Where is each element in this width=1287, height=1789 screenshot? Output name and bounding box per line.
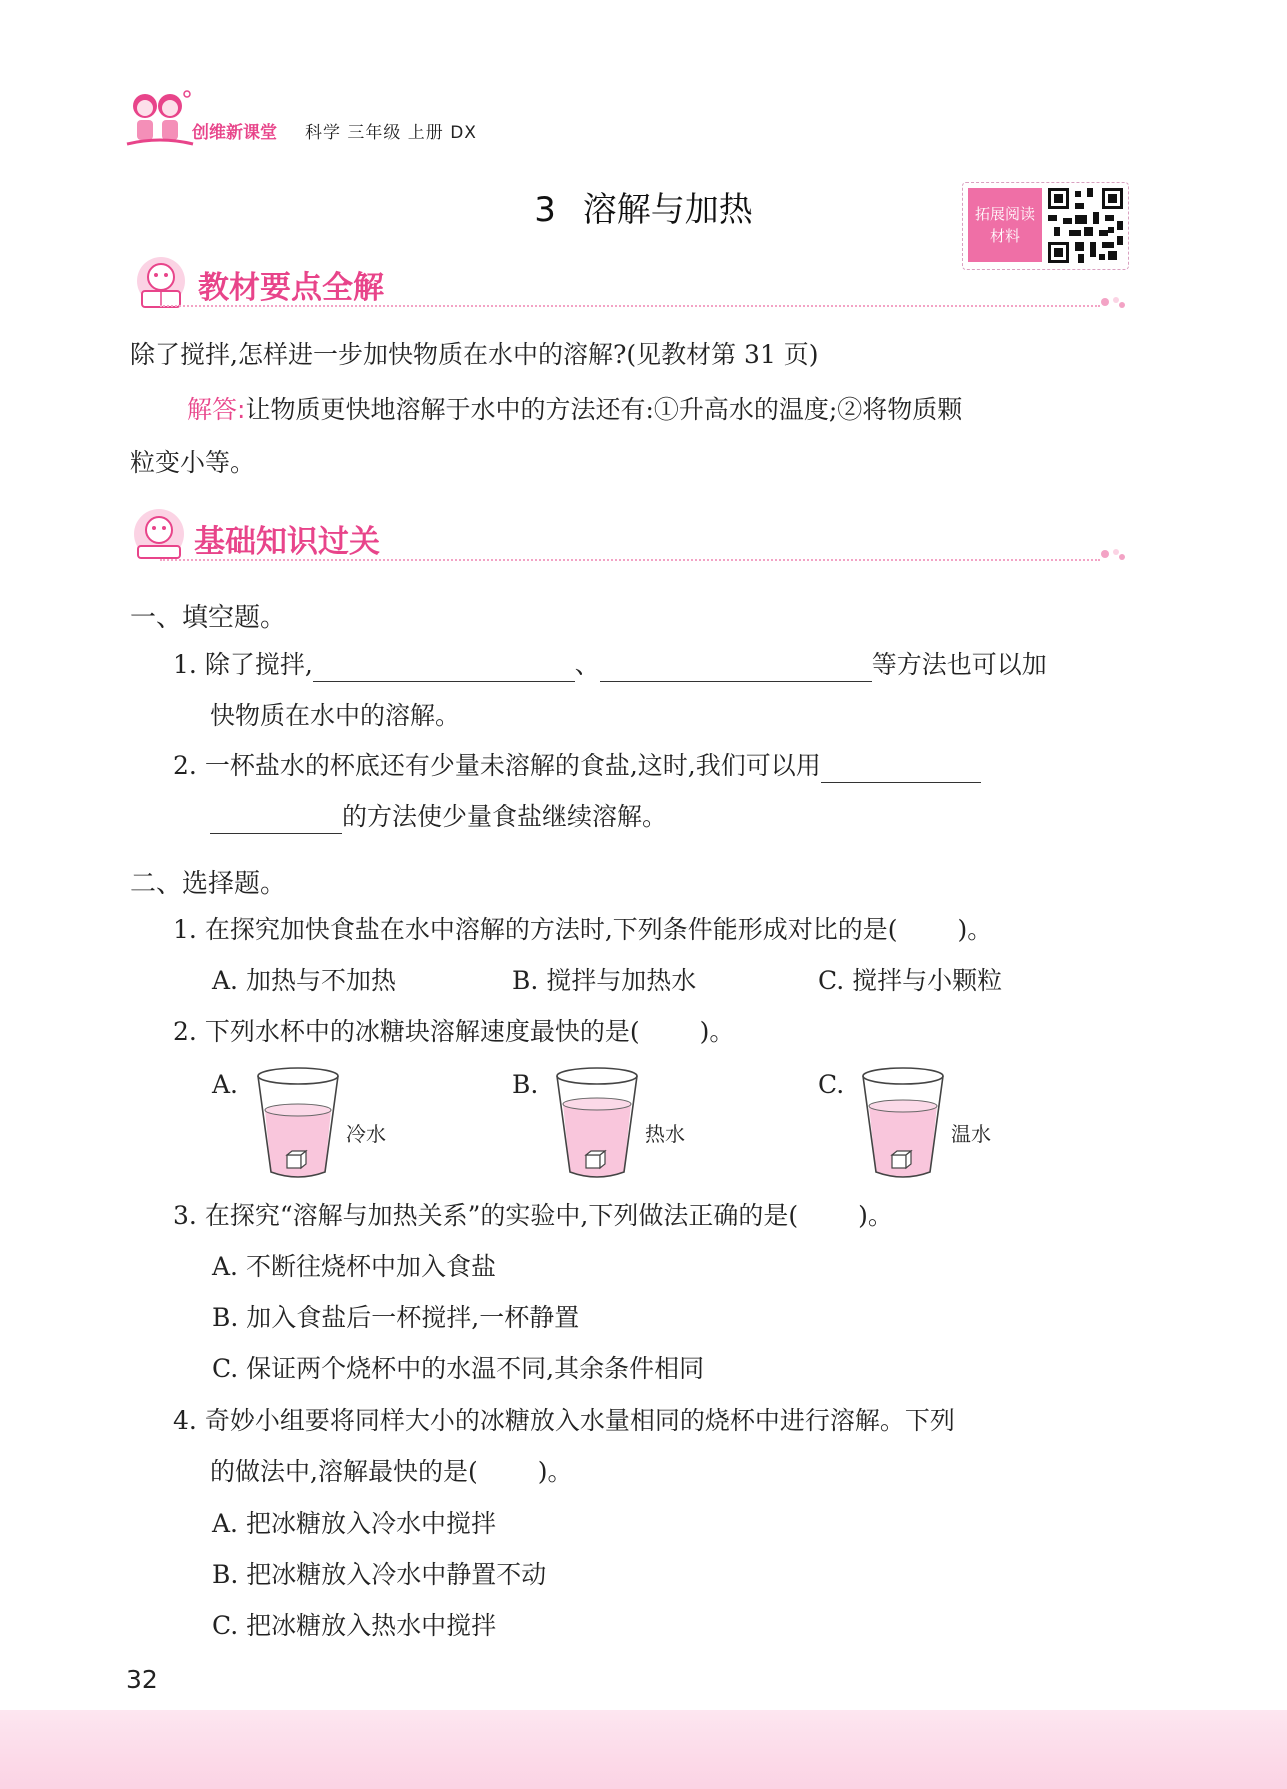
- choice-q3-end: )。: [858, 1201, 893, 1230]
- cup-option-letter: B.: [512, 1070, 539, 1099]
- fill-q1-end: 等方法也可以加: [871, 650, 1047, 679]
- cup-option-letter: C.: [818, 1070, 845, 1099]
- page-number: 32: [126, 1665, 158, 1694]
- lesson-name: 溶解与加热: [582, 190, 753, 230]
- choice-q1-option-a: A. 加热与不加热: [212, 966, 396, 995]
- question-number: 1.: [173, 915, 197, 944]
- choice-q3-option-c: C. 保证两个烧杯中的水温不同,其余条件相同: [212, 1354, 705, 1383]
- beaker-hot-water-icon: [554, 1066, 640, 1184]
- qr-label: [968, 188, 1042, 262]
- fill-q2-text: 一杯盐水的杯底还有少量未溶解的食盐,这时,我们可以用: [204, 751, 821, 780]
- qr-label-line2: 材料: [989, 227, 1020, 245]
- textbook-question: 除了搅拌,怎样进一步加快物质在水中的溶解?(见教材第 31 页): [130, 340, 819, 369]
- beaker-warm-water-icon: [860, 1066, 946, 1184]
- choice-q1-text: 在探究加快食盐在水中溶解的方法时,下列条件能形成对比的是(: [204, 915, 898, 944]
- answer-text: 让物质更快地溶解于水中的方法还有:①升高水的温度;②将物质颗: [245, 395, 963, 424]
- fill-q1-start: 除了搅拌,: [204, 650, 313, 679]
- section-title-basic-knowledge: 基础知识过关: [194, 524, 380, 560]
- answer-blank[interactable]: [600, 653, 872, 682]
- section-divider: [160, 559, 1100, 561]
- question-number: 1.: [173, 650, 197, 679]
- choice-q4-text: 奇妙小组要将同样大小的冰糖放入水量相同的烧杯中进行溶解。下列: [204, 1406, 955, 1435]
- fill-q2-line1: [173, 749, 981, 783]
- choice-q2: [173, 1015, 734, 1049]
- cup-label-hot-water: 热水: [645, 1122, 685, 1146]
- mascot-logo-icon: [125, 88, 195, 152]
- choice-q4-text-2: 的做法中,溶解最快的是(: [210, 1457, 478, 1486]
- section-title-textbook-key-points: 教材要点全解: [198, 270, 384, 306]
- choice-q1-end: )。: [957, 915, 993, 944]
- section-divider: [160, 305, 1100, 307]
- question-number: 2.: [173, 1017, 197, 1046]
- cup-label-warm-water: 温水: [951, 1122, 991, 1146]
- answer-blank[interactable]: [210, 805, 342, 834]
- qr-label-line1: 拓展阅读: [974, 205, 1035, 223]
- choice-heading: 二、选择题。: [130, 869, 287, 899]
- choice-q2-end: )。: [699, 1017, 735, 1046]
- answer-blank[interactable]: [821, 754, 981, 783]
- choice-q4-option-b: B. 把冰糖放入冷水中静置不动: [212, 1560, 547, 1589]
- choice-q1: [173, 913, 992, 947]
- choice-q3-option-a: A. 不断往烧杯中加入食盐: [212, 1252, 496, 1281]
- beaker-cold-water-icon: [255, 1066, 341, 1184]
- fill-in-heading: 一、填空题。: [130, 603, 287, 633]
- cup-option-letter: A.: [212, 1070, 239, 1099]
- answer-label: 解答:: [187, 395, 246, 424]
- choice-q3-text: 在探究“溶解与加热关系”的实验中,下列做法正确的是(: [204, 1201, 799, 1230]
- fill-q2-end: 的方法使少量食盐继续溶解。: [342, 802, 668, 831]
- choice-q4-option-c: C. 把冰糖放入热水中搅拌: [212, 1611, 497, 1640]
- separator: 、: [574, 650, 600, 679]
- brand-name: 创维新课堂: [192, 123, 277, 143]
- choice-q4-line2: [210, 1455, 572, 1489]
- answer-line-1: [187, 393, 962, 427]
- cup-label-cold-water: 冷水: [346, 1122, 386, 1146]
- choice-q1-option-c: C. 搅拌与小颗粒: [818, 966, 1003, 995]
- answer-blank[interactable]: [313, 653, 575, 682]
- choice-q1-option-b: B. 搅拌与加热水: [512, 966, 697, 995]
- dots-decoration-icon: [1100, 546, 1126, 562]
- choice-q3: [173, 1199, 893, 1233]
- fill-q1-line1: [173, 648, 1047, 682]
- footer-band: [0, 1710, 1287, 1789]
- question-number: 2.: [173, 751, 197, 780]
- fill-q1-line2: 快物质在水中的溶解。: [210, 701, 461, 730]
- choice-q4-end: )。: [537, 1457, 573, 1486]
- choice-q2-text: 下列水杯中的冰糖块溶解速度最快的是(: [204, 1017, 640, 1046]
- question-number: 4.: [173, 1406, 197, 1435]
- book-subject: 科学 三年级 上册 DX: [305, 123, 477, 143]
- thinking-mascot-icon: [128, 506, 190, 564]
- dots-decoration-icon: [1100, 294, 1126, 310]
- choice-q4-option-a: A. 把冰糖放入冷水中搅拌: [212, 1509, 496, 1538]
- answer-line-2: 粒变小等。: [130, 448, 256, 477]
- fill-q2-line2: [210, 800, 667, 834]
- question-number: 3.: [173, 1201, 197, 1230]
- choice-q4-line1: [173, 1404, 955, 1438]
- choice-q3-option-b: B. 加入食盐后一杯搅拌,一杯静置: [212, 1303, 580, 1332]
- lesson-number: 3: [534, 190, 556, 230]
- qr-code-icon[interactable]: [1048, 188, 1123, 263]
